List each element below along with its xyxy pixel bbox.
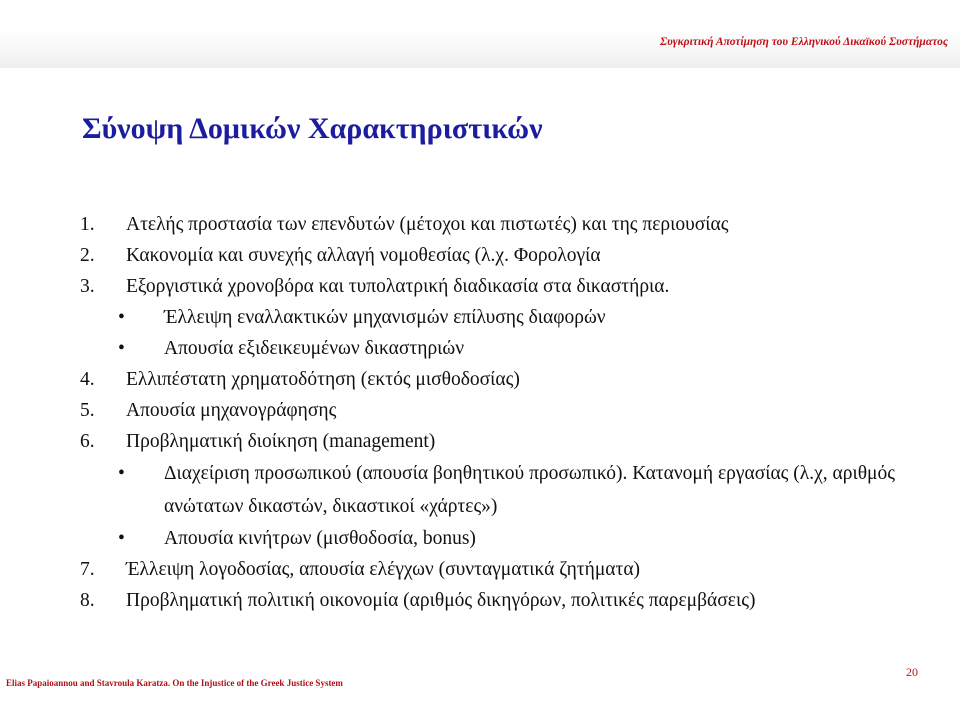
item-text: Απουσία κινήτρων (μισθοδοσία, bonus) — [164, 528, 476, 549]
bullet-icon: • — [118, 528, 125, 549]
header-band — [0, 28, 960, 68]
bullet-icon: • — [118, 307, 125, 328]
list-item — [80, 426, 940, 457]
slide-title: Σύνοψη Δομικών Χαρακτηριστικών — [82, 112, 543, 145]
bullet-icon: • — [118, 338, 125, 359]
running-header: Συγκριτική Αποτίμηση του Ελληνικού Δικαϊκού Συστήματος — [660, 36, 948, 48]
footer-citation: Elias Papaioannou and Stavroula Karatza. On the Injustice of the Greek Justice System — [6, 678, 343, 688]
list-item — [80, 364, 940, 395]
item-text: Εξοργιστικά χρονοβόρα και τυπολατρική διαδικασία στα δικαστήρια. — [126, 276, 670, 297]
item-text: Διαχείριση προσωπικού (απουσία βοηθητικού προσωπικό). Κατανομή εργασίας (λ.χ, αριθμός ανώτατων δικαστών, δικαστικοί «χάρτες») — [164, 463, 895, 517]
item-text: Έλλειψη εναλλακτικών μηχανισμών επίλυσης διαφορών — [164, 307, 606, 328]
item-text: Απουσία μηχανογράφησης — [126, 400, 337, 421]
item-text: Απουσία εξιδεικευμένων δικαστηριών — [164, 338, 465, 359]
item-number: 3. — [80, 276, 95, 297]
item-text: Προβληματική πολιτική οικονομία (αριθμός δικηγόρων, πολιτικές παρεμβάσεις) — [126, 590, 756, 611]
item-number: 4. — [80, 369, 95, 390]
item-number: 8. — [80, 590, 95, 611]
bullet-icon: • — [118, 463, 125, 484]
list-item — [80, 395, 940, 426]
list-item — [80, 585, 940, 616]
sub-list-item — [80, 523, 940, 554]
item-text: Ατελής προστασία των επενδυτών (μέτοχοι και πιστωτές) και της περιουσίας — [126, 214, 729, 235]
list-item — [80, 209, 940, 240]
item-text: Ελλιπέστατη χρηματοδότηση (εκτός μισθοδοσίας) — [126, 369, 520, 390]
item-number: 2. — [80, 245, 95, 266]
item-text: Προβληματική διοίκηση (management) — [126, 431, 436, 452]
sub-list-item — [80, 302, 940, 333]
item-number: 5. — [80, 400, 95, 421]
sub-list-item — [80, 457, 940, 523]
list-item — [80, 554, 940, 585]
item-number: 1. — [80, 214, 95, 235]
item-text: Κακονομία και συνεχής αλλαγή νομοθεσίας (λ.χ. Φορολογία — [126, 245, 601, 266]
sub-list-item — [80, 333, 940, 364]
page-number: 20 — [906, 665, 918, 679]
content-list — [80, 209, 940, 616]
item-number: 7. — [80, 559, 95, 580]
item-text: Έλλειψη λογοδοσίας, απουσία ελέγχων (συνταγματικά ζητήματα) — [126, 559, 641, 580]
list-item — [80, 271, 940, 302]
list-item — [80, 240, 940, 271]
item-number: 6. — [80, 431, 95, 452]
